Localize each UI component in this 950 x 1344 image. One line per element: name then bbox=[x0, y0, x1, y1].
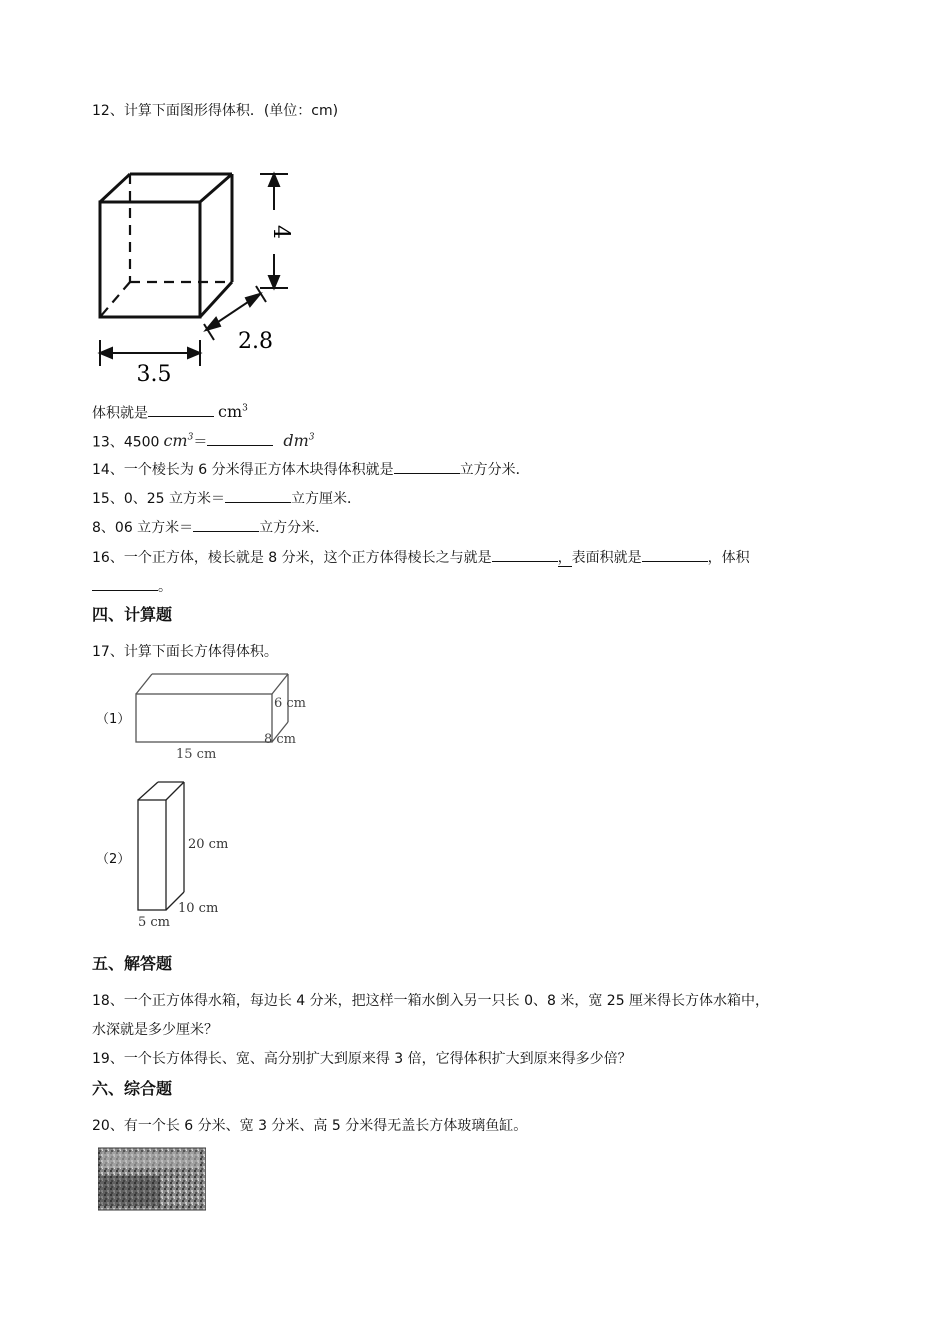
fish-tank-image bbox=[98, 1146, 206, 1212]
volume-blank[interactable] bbox=[148, 401, 214, 417]
question-19: 19、一个长方体得长、宽、高分别扩大到原来得 3 倍，它得体积扩大到原来得多少倍？ bbox=[92, 1051, 632, 1067]
cube-width-label: 3.5 bbox=[136, 362, 172, 387]
question-13: 13、4500 $cm^3= dm^3$ bbox=[92, 431, 315, 451]
q13-blank[interactable] bbox=[207, 430, 273, 446]
question-15b: 8、06 立方米＝ 立方分米． bbox=[92, 516, 329, 538]
q16-volume-blank[interactable] bbox=[92, 575, 158, 591]
question-12: 12、计算下面图形得体积．(单位：cm) bbox=[92, 103, 339, 119]
volume-answer-line bbox=[92, 399, 248, 423]
box-1-height: 6 cm bbox=[274, 696, 307, 711]
question-17: 17、计算下面长方体得体积。 bbox=[92, 644, 278, 660]
q14-blank[interactable] bbox=[394, 458, 460, 474]
volume-prefix: 体积就是 bbox=[92, 405, 148, 422]
box-1-figure bbox=[128, 668, 328, 768]
section-6-heading: 六、综合题 bbox=[92, 1079, 173, 1098]
section-5-heading: 五、解答题 bbox=[92, 954, 173, 973]
box-2-width: 5 cm bbox=[138, 915, 171, 930]
cube-height-label: 4 bbox=[268, 225, 293, 239]
q15-blank[interactable] bbox=[225, 487, 291, 503]
box-1-length: 15 cm bbox=[176, 747, 217, 762]
unit-dm3: $dm^3$ bbox=[283, 431, 315, 451]
question-15: 15、0、25 立方米＝ 立方厘米． bbox=[92, 487, 361, 509]
q16-edge-blank[interactable] bbox=[492, 546, 558, 562]
cube-depth-label: 2.8 bbox=[238, 329, 273, 354]
q16-area-blank[interactable] bbox=[642, 546, 708, 562]
unit-cm3: $cm^3$ bbox=[163, 431, 194, 451]
cube-figure bbox=[88, 160, 308, 390]
volume-unit: $cm^3$ bbox=[218, 402, 248, 422]
box-1-depth: 8 cm bbox=[264, 732, 297, 747]
question-18-line-2: 水深就是多少厘米？ bbox=[92, 1022, 218, 1038]
question-16-cont: 。 bbox=[92, 575, 172, 597]
box-1-label: （1） bbox=[96, 712, 131, 727]
box-2-label: （2） bbox=[96, 852, 131, 867]
q15b-blank[interactable] bbox=[193, 516, 259, 532]
box-2-depth: 10 cm bbox=[178, 901, 219, 916]
question-18-line-1: 18、一个正方体得水箱，每边长 4 分米，把这样一箱水倒入另一只长 0、8 米，宽 25 厘米得长方体水箱中， bbox=[92, 993, 770, 1009]
box-2-figure bbox=[128, 778, 258, 934]
question-20: 20、有一个长 6 分米、宽 3 分米、高 5 分米得无盖长方体玻璃鱼缸。 bbox=[92, 1118, 528, 1134]
box-2-height: 20 cm bbox=[188, 837, 229, 852]
section-4-heading: 四、计算题 bbox=[92, 605, 173, 624]
question-16: 16、一个正方体，棱长就是 8 分米，这个正方体得棱长之与就是 ，表面积就是 ，体积 bbox=[92, 546, 750, 568]
question-14: 14、一个棱长为 6 分米得正方体木块得体积就是 立方分米． bbox=[92, 458, 530, 480]
